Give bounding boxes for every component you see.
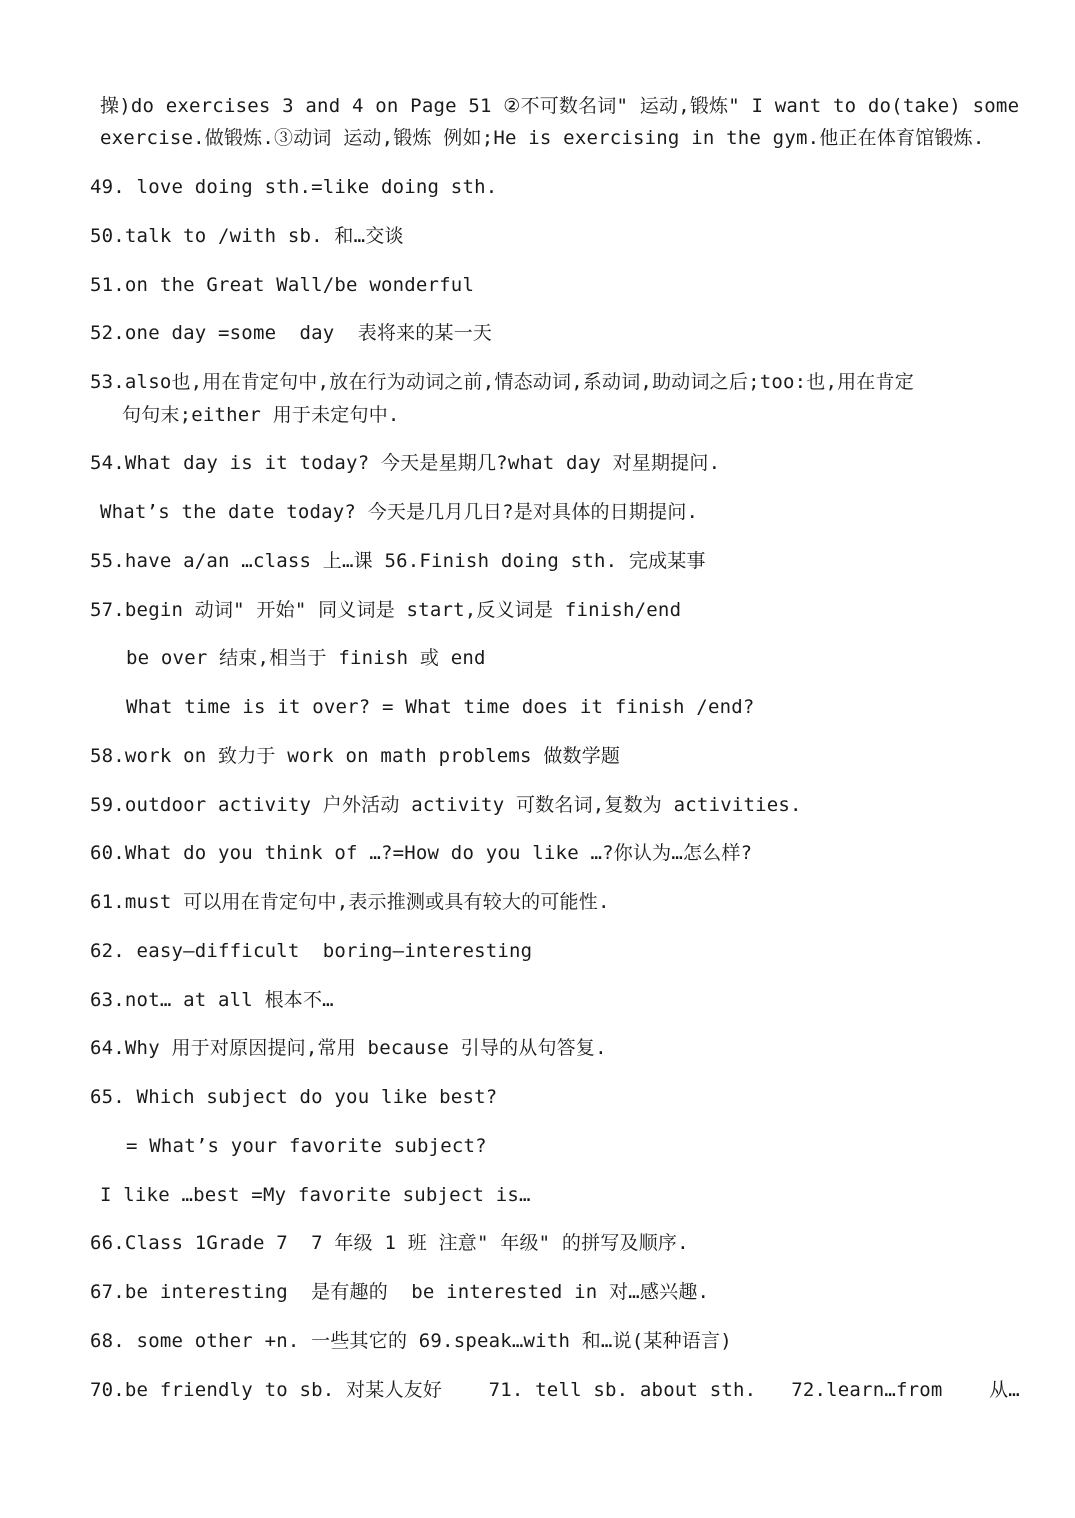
text-line-24: I like …best =My favorite subject is… xyxy=(100,1184,531,1206)
text-line-15: 58.work on 致力于 work on math problems 做数学题 xyxy=(90,745,621,767)
text-line-10: What’s the date today? 今天是几月几日?是对具体的日期提问. xyxy=(100,501,699,523)
text-line-20: 63.not… at all 根本不… xyxy=(90,989,334,1011)
text-line-3: 49. love doing sth.=like doing sth. xyxy=(90,176,498,198)
text-line-28: 70.be friendly to sb. 对某人友好 71. tell sb. about sth. 72.learn…from 从… xyxy=(90,1379,1020,1401)
text-line-14: What time is it over? = What time does it finish /end? xyxy=(126,696,755,718)
text-line-7: 53.also也,用在肯定句中,放在行为动词之前,情态动词,系动词,助动词之后;too:也,用在肯定 xyxy=(90,371,914,393)
text-line-8: 句句末;either 用于未定句中. xyxy=(122,404,400,426)
text-line-16: 59.outdoor activity 户外活动 activity 可数名词,复数为 activities. xyxy=(90,794,802,816)
text-line-12: 57.begin 动词" 开始" 同义词是 start,反义词是 finish/end xyxy=(90,599,682,621)
text-line-6: 52.one day =some day 表将来的某一天 xyxy=(90,322,493,344)
text-line-11: 55.have a/an …class 上…课 56.Finish doing sth. 完成某事 xyxy=(90,550,706,572)
text-line-9: 54.What day is it today? 今天是星期几?what day 对星期提问. xyxy=(90,452,721,474)
text-line-4: 50.talk to /with sb. 和…交谈 xyxy=(90,225,404,247)
text-line-1: 操)do exercises 3 and 4 on Page 51 ②不可数名词" 运动,锻炼" I want to do(take) some xyxy=(100,95,1020,117)
text-line-13: be over 结束,相当于 finish 或 end xyxy=(126,647,486,669)
text-line-2: exercise.做锻炼.③动词 运动,锻炼 例如;He is exercising in the gym.他正在体育馆锻炼. xyxy=(100,127,985,149)
text-line-23: = What’s your favorite subject? xyxy=(126,1135,487,1157)
text-line-5: 51.on the Great Wall/be wonderful xyxy=(90,274,475,296)
text-line-19: 62. easy—difficult boring—interesting xyxy=(90,940,533,962)
text-line-26: 67.be interesting 是有趣的 be interested in 对…感兴趣. xyxy=(90,1281,710,1303)
text-line-25: 66.Class 1Grade 7 7 年级 1 班 注意" 年级" 的拼写及顺序. xyxy=(90,1232,689,1254)
text-line-27: 68. some other +n. 一些其它的 69.speak…with 和…说(某种语言) xyxy=(90,1330,732,1352)
text-line-17: 60.What do you think of …?=How do you like …?你认为…怎么样? xyxy=(90,842,753,864)
text-line-18: 61.must 可以用在肯定句中,表示推测或具有较大的可能性. xyxy=(90,891,610,913)
text-line-22: 65. Which subject do you like best? xyxy=(90,1086,498,1108)
text-line-21: 64.Why 用于对原因提问,常用 because 引导的从句答复. xyxy=(90,1037,607,1059)
